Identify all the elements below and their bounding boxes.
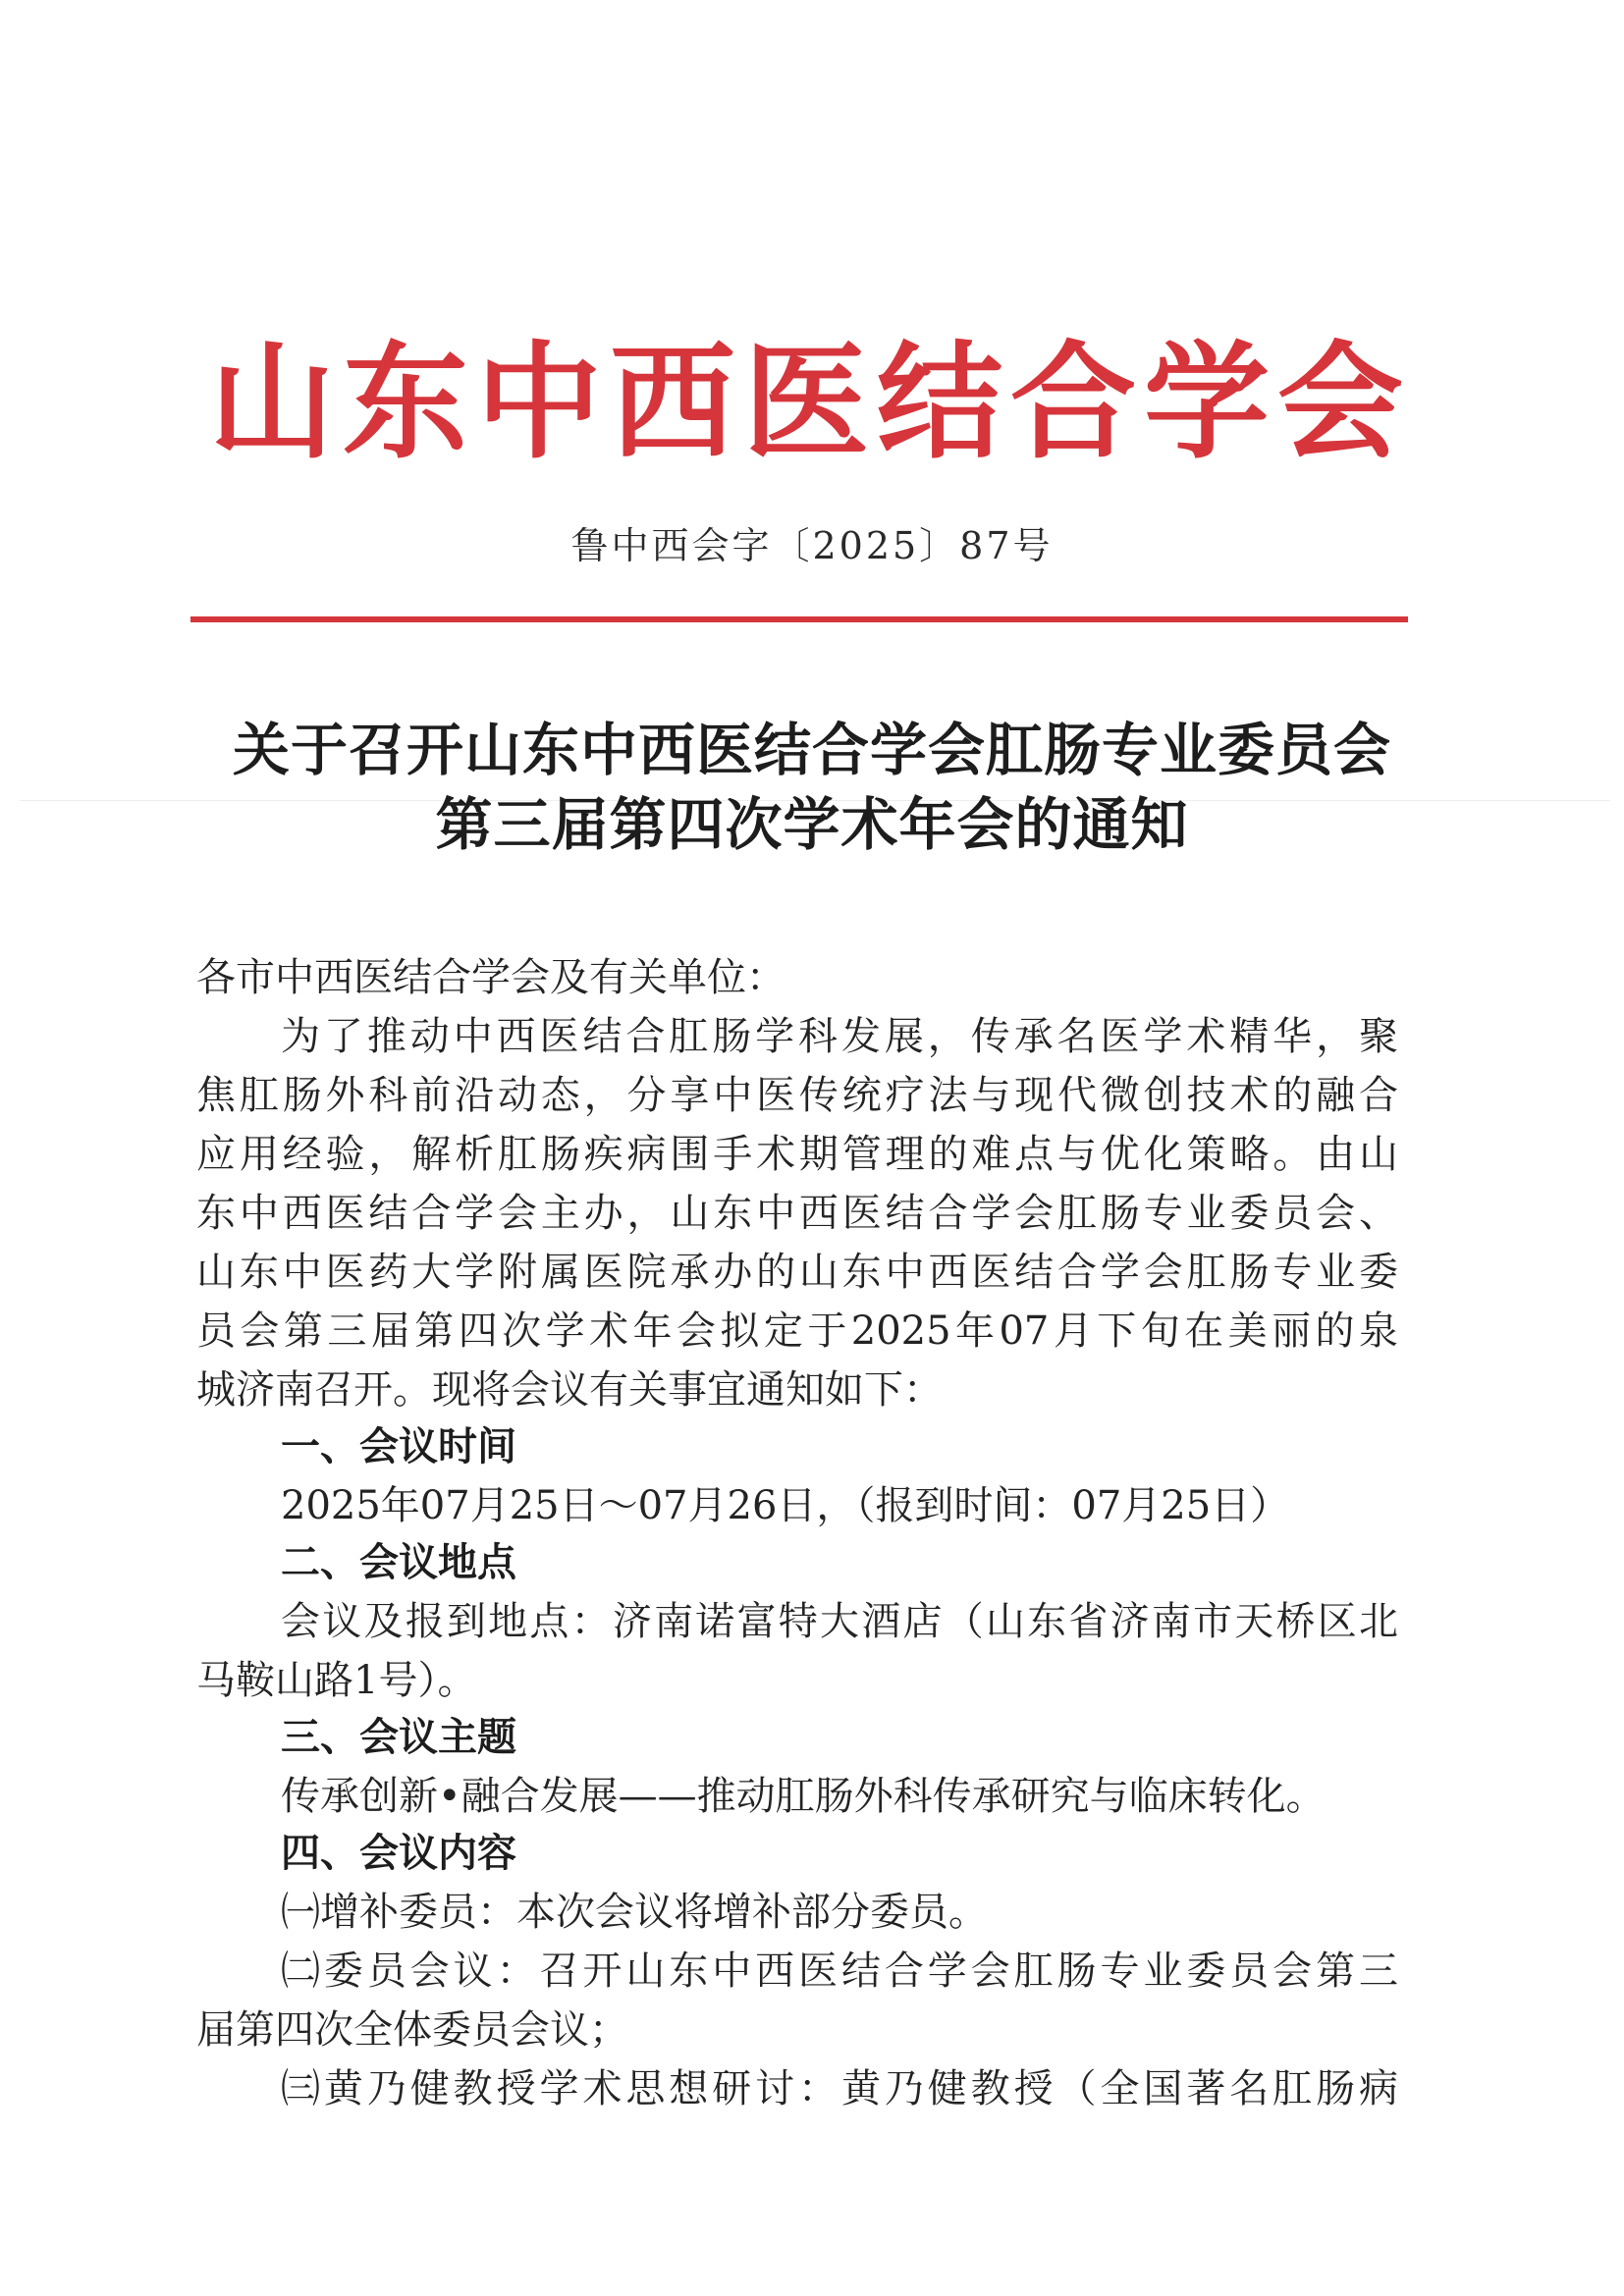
meeting-location-text: 马鞍山路1号）。 <box>196 1658 477 1703</box>
content-item-1: ㈠增补委员：本次会议将增补部分委员。 <box>281 1890 988 1935</box>
section-heading-location: 二、会议地点 <box>281 1540 516 1585</box>
organization-name-header: 山东中西医结合学会 <box>208 329 1411 476</box>
paragraph-line: 城济南召开。现将会议有关事宜通知如下： <box>196 1367 943 1413</box>
salutation: 各市中西医结合学会及有关单位： <box>196 955 785 1000</box>
content-item-2-cont: 届第四次全体委员会议； <box>196 2007 628 2053</box>
notice-title-line-2: 第三届第四次学术年会的通知 <box>435 791 1189 858</box>
meeting-theme-text: 传承创新•融合发展——推动肛肠外科传承研究与临床转化。 <box>281 1774 1326 1819</box>
section-heading-time: 一、会议时间 <box>281 1424 516 1469</box>
content-item-3: ㈢黄乃健教授学术思想研讨：黄乃健教授（全国著名肛肠病 <box>281 2066 1398 2111</box>
notice-title-line-1: 关于召开山东中西医结合学会肛肠专业委员会 <box>232 717 1391 783</box>
paragraph-line: 山东中医药大学附属医院承办的山东中西医结合学会肛肠专业委 <box>196 1250 1398 1295</box>
meeting-location-text: 会议及报到地点：济南诺富特大酒店（山东省济南市天桥区北 <box>281 1599 1398 1644</box>
red-divider-line <box>190 616 1408 622</box>
paragraph-line: 为了推动中西医结合肛肠学科发展，传承名医学术精华，聚 <box>281 1014 1398 1059</box>
content-item-2: ㈡委员会议：召开山东中西医结合学会肛肠专业委员会第三 <box>281 1949 1398 1994</box>
section-heading-content: 四、会议内容 <box>281 1831 516 1876</box>
paragraph-line: 员会第三届第四次学术年会拟定于2025年07月下旬在美丽的泉 <box>196 1308 1398 1354</box>
paragraph-line: 东中西医结合学会主办，山东中西医结合学会肛肠专业委员会、 <box>196 1191 1398 1236</box>
paragraph-line: 焦肛肠外科前沿动态，分享中医传统疗法与现代微创技术的融合 <box>196 1073 1398 1118</box>
paragraph-line: 应用经验，解析肛肠疾病围手术期管理的难点与优化策略。由山 <box>196 1132 1398 1177</box>
section-heading-theme: 三、会议主题 <box>281 1715 516 1760</box>
meeting-time-text: 2025年07月25日～07月26日，（报到时间：07月25日） <box>281 1483 1290 1528</box>
document-number: 鲁中西会字〔2025〕87号 <box>570 524 1054 567</box>
